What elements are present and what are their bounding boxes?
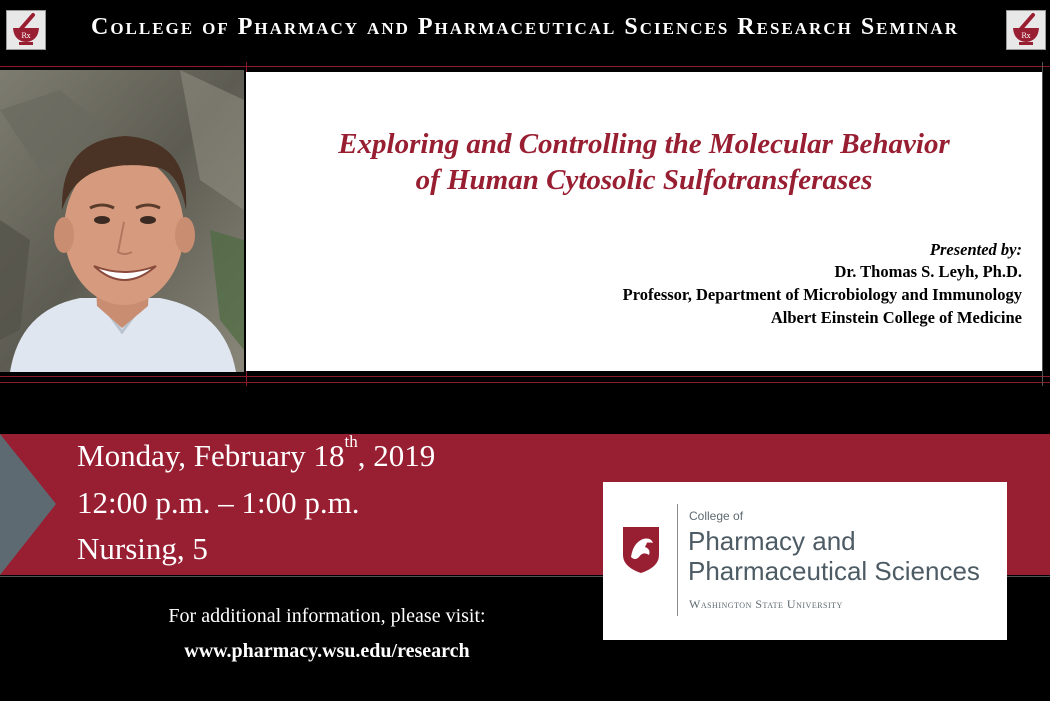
logo-college-of: College of: [689, 509, 744, 523]
svg-text:Rx: Rx: [21, 32, 31, 40]
logo-name-line: Pharmacy and: [688, 526, 856, 556]
presenter-photo: [0, 70, 244, 372]
seminar-info-panel: [246, 72, 1042, 371]
header-title: College of Pharmacy and Pharmaceutical Sciences Research Seminar: [90, 14, 959, 40]
presenter-name: Dr. Thomas S. Leyh, Ph.D.: [834, 262, 1022, 281]
cougar-shield-icon: [623, 527, 659, 573]
divider: [1042, 62, 1043, 386]
divider: [0, 382, 1050, 383]
event-date: [77, 432, 436, 474]
college-logo: [603, 482, 1007, 640]
presented-by-label: Presented by:: [929, 240, 1022, 259]
logo-name-line: Pharmaceutical Sciences: [688, 556, 980, 586]
presenter-title: Professor, Department of Microbiology and Immunology: [622, 285, 1022, 304]
info-url-link[interactable]: www.pharmacy.wsu.edu/research: [184, 640, 470, 662]
arrow-shape: [0, 434, 56, 575]
seminar-title: [246, 126, 1042, 198]
event-date-prefix: Monday, February 18: [77, 438, 345, 473]
event-location: Nursing, 5: [77, 531, 208, 566]
event-date-suffix: th: [344, 432, 358, 451]
logo-divider: [677, 504, 678, 616]
event-time: 12:00 p.m. – 1:00 p.m.: [77, 485, 360, 520]
event-date-year: , 2019: [357, 438, 436, 473]
divider: [0, 376, 1050, 377]
seminar-title-line: Exploring and Controlling the Molecular Behavior: [338, 128, 950, 160]
divider: [0, 66, 1050, 67]
svg-text:Rx: Rx: [1021, 32, 1031, 40]
mortar-pestle-icon: [1006, 10, 1046, 50]
logo-university: Washington State University: [689, 597, 843, 611]
seminar-title-line: of Human Cytosolic Sulfotransferases: [415, 164, 873, 196]
info-text: For additional information, please visit:: [168, 605, 486, 627]
presenter-organization: Albert Einstein College of Medicine: [770, 308, 1022, 327]
